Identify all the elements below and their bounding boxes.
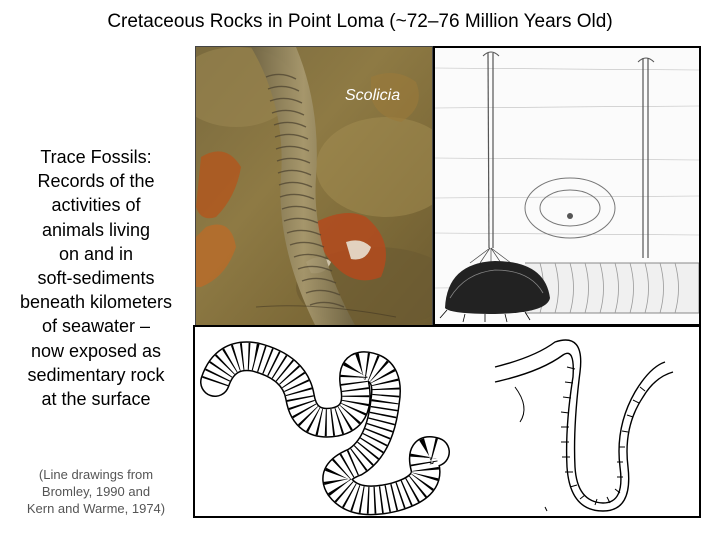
- urchin-drawing: [433, 46, 701, 326]
- description-line: of seawater –: [41, 316, 151, 337]
- description-line: activities of: [51, 195, 141, 216]
- description-line: Trace Fossils:: [40, 147, 152, 167]
- slide-title: Cretaceous Rocks in Point Loma (~72–76 Million Years Old): [107, 11, 613, 32]
- scolicia-label: Scolicia: [345, 87, 401, 104]
- description-line: now exposed as: [30, 340, 162, 361]
- credit-line: (Line drawings from: [38, 467, 154, 482]
- description-line: beneath kilometers: [19, 292, 173, 313]
- image-credit: [0, 466, 192, 517]
- description-text: [0, 145, 192, 411]
- description-line: sedimentary rock: [27, 364, 165, 385]
- credit-line: Bromley, 1990 and: [41, 484, 151, 499]
- line-drawings-panel: [193, 325, 701, 518]
- line-drawings-graphic: [195, 327, 699, 516]
- description-line: at the surface: [41, 389, 151, 410]
- u-burrow-drawing: [495, 340, 673, 511]
- description-line: on and in: [58, 243, 134, 264]
- description-line: Records of the: [37, 171, 155, 192]
- description-line: soft-sediments: [37, 268, 155, 289]
- meandering-trail-drawing: [215, 356, 435, 500]
- urchin-drawing-graphic: [435, 48, 699, 324]
- description-line: animals living: [41, 219, 151, 240]
- credit-line: Kern and Warme, 1974): [26, 501, 166, 516]
